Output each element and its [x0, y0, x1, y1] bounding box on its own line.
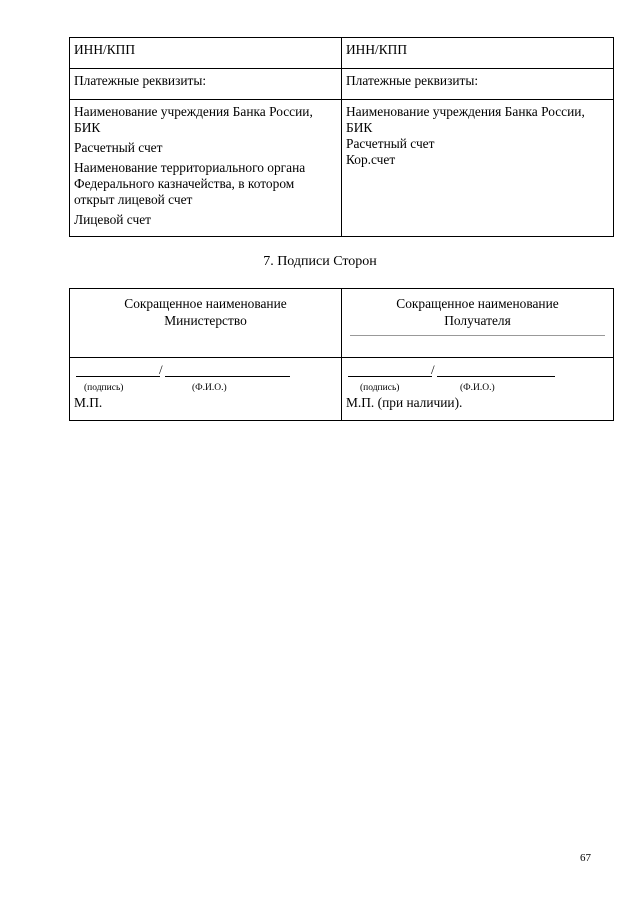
ministry-signature-line — [74, 364, 337, 380]
payment-right: Платежные реквизиты: — [342, 69, 614, 100]
bank-details-row — [70, 100, 614, 237]
ministry-header-line1: Сокращенное наименование — [124, 296, 287, 311]
ministry-caption-signature: (подпись) — [84, 383, 124, 393]
inn-kpp-row — [70, 38, 614, 69]
recipient-signature-blank — [348, 376, 432, 377]
requisites-table — [69, 37, 614, 237]
section-title: 7. Подписи Сторон — [263, 254, 377, 269]
recipient-caption-name: (Ф.И.О.) — [460, 383, 495, 393]
recipient-name-blank — [437, 376, 555, 377]
recipient-caption-signature: (подпись) — [360, 383, 400, 393]
ministry-stamp-place: М.П. — [74, 395, 103, 410]
ministry-header — [70, 289, 342, 358]
settlement-account-left: Расчетный счет — [74, 140, 163, 155]
bank-name-bik-left: Наименование учреждения Банка России, БИК — [74, 104, 313, 135]
personal-account: Лицевой счет — [74, 212, 152, 227]
recipient-signature-cell — [342, 358, 614, 421]
recipient-signature-line — [346, 364, 609, 380]
page-number: 67 — [580, 852, 591, 864]
recipient-name: Получателя — [444, 313, 511, 328]
ministry-signature-slash: / — [159, 362, 163, 377]
payment-left: Платежные реквизиты: — [70, 69, 342, 100]
recipient-signature-slash: / — [431, 362, 435, 377]
recipient-signature-captions — [346, 380, 609, 392]
inn-kpp-right: ИНН/КПП — [342, 38, 614, 69]
correspondent-account: Кор.счет — [346, 152, 396, 167]
bank-details-right — [342, 100, 614, 237]
recipient-header-line1: Сокращенное наименование — [396, 296, 559, 311]
payment-row — [70, 69, 614, 100]
signatures-table — [69, 288, 614, 421]
settlement-account-right: Расчетный счет — [346, 136, 435, 151]
signatures-header-row — [70, 289, 614, 358]
recipient-name-underline — [350, 335, 605, 336]
recipient-header — [342, 289, 614, 358]
ministry-name: Министерство — [164, 313, 247, 328]
ministry-signature-blank — [76, 376, 160, 377]
ministry-name-blank — [165, 376, 290, 377]
treasury-body-name: Наименование территориального органа Федерального казначейства, в котором открыт лицевой счет — [74, 160, 306, 207]
bank-details-left — [70, 100, 342, 237]
bank-name-bik-right: Наименование учреждения Банка России, БИК — [346, 104, 585, 135]
recipient-stamp-place: М.П. (при наличии). — [346, 395, 463, 410]
ministry-signature-cell — [70, 358, 342, 421]
signatures-row — [70, 358, 614, 421]
ministry-signature-captions — [74, 380, 337, 392]
inn-kpp-left: ИНН/КПП — [70, 38, 342, 69]
ministry-caption-name: (Ф.И.О.) — [192, 383, 227, 393]
